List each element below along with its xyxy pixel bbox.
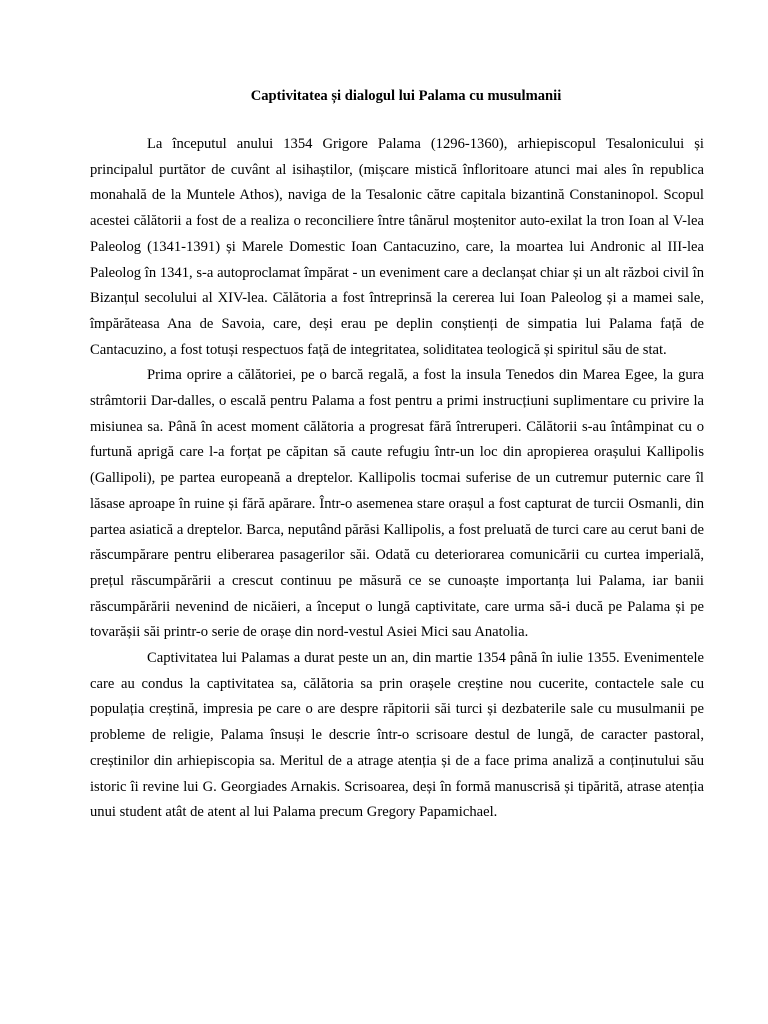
paragraph-3: Captivitatea lui Palamas a durat peste un an, din martie 1354 până în iulie 1355. Evenimentele care au condus la captivitatea sa, călătoria sa prin orașele creștine nou cucerite, contactele sale cu populația creștină, impresia pe care o are despre răpitorii săi turci și dezbaterile sale cu musulmanii pe probleme de religie, Palama însuși le descrie într-o scrisoare destul de lungă, de caracter pastoral, creștinilor din arhiepiscopia sa. Meritul de a atrage atenția și de a face prima analiză a conținutului său istoric îi revine lui G. Georgiades Arnakis. Scrisoarea, deși în formă manuscrisă și tipărită, atrase atenția unui student atât de atent al lui Palama precum Gregory Papamichael. <box>90 650 704 821</box>
document-body <box>90 132 704 826</box>
paragraph-2: Prima oprire a călătoriei, pe o barcă regală, a fost la insula Tenedos din Marea Egee, la gura strâmtorii Dar-dalles, o escală pentru Palama a fost pentru a primi instrucțiuni suplimentare cu privire la misiunea sa. Până în acest moment călătoria a progresat fără întreruperi. Călătorii s-au întâmpinat cu o furtună aprigă care l-a forțat pe căpitan să caute refugiu într-un loc din apropierea orașului Kallipolis (Gallipoli), pe partea europeană a dreptelor. Kallipolis tocmai suferise de un cutremur puternic care îl lăsase aproape în ruine și fără apărare. Într-o asemenea stare orașul a fost capturat de turcii Osmanli, din partea asiatică a dreptelor. Barca, neputând părăsi Kallipolis, a fost preluată de turci care au cerut bani de răscumpărare pentru eliberarea pasagerilor săi. Odată cu deteriorarea comunicării cu curtea imperială, prețul răscumpărării a crescut continuu pe măsură ce se cunoaște importanța lui Palama, iar banii răscumpărării nevenind de nicăieri, a început o lungă captivitate, care urma să-i ducă pe Palama și pe tovarășii săi printr-o serie de orașe din nord-vestul Asiei Mici sau Anatolia. <box>90 367 704 641</box>
document-title: Captivitatea și dialogul lui Palama cu musulmanii <box>250 88 562 104</box>
paragraph-1: La începutul anului 1354 Grigore Palama (1296-1360), arhiepiscopul Tesalonicului și principalul purtător de cuvânt al isihaștilor, (mișcare mistică înfloritoare atunci mai ales în republica monahală de la Muntele Athos), naviga de la Tesalonic către capitala bizantină Constaninopol. Scopul acestei călătorii a fost de a realiza o reconciliere între tânărul moștenitor auto-exilat la tron Ioan al V-lea Paleolog (1341-1391) și Marele Domestic Ioan Cantacuzino, care, la moartea lui Andronic al III-lea Paleolog în 1341, s-a autoproclamat împărat - un eveniment care a declanșat chiar și un alt război civil în Bizanțul secolului al XIV-lea. Călătoria a fost întreprinsă la cererea lui Ioan Paleolog și a mamei sale, împărăteasa Ana de Savoia, care, deși erau pe deplin conștienți de simpatia lui Palama față de Cantacuzino, a fost totuși respectuos față de integritatea, soliditatea teologică și spiritul său de stat. <box>90 136 704 358</box>
